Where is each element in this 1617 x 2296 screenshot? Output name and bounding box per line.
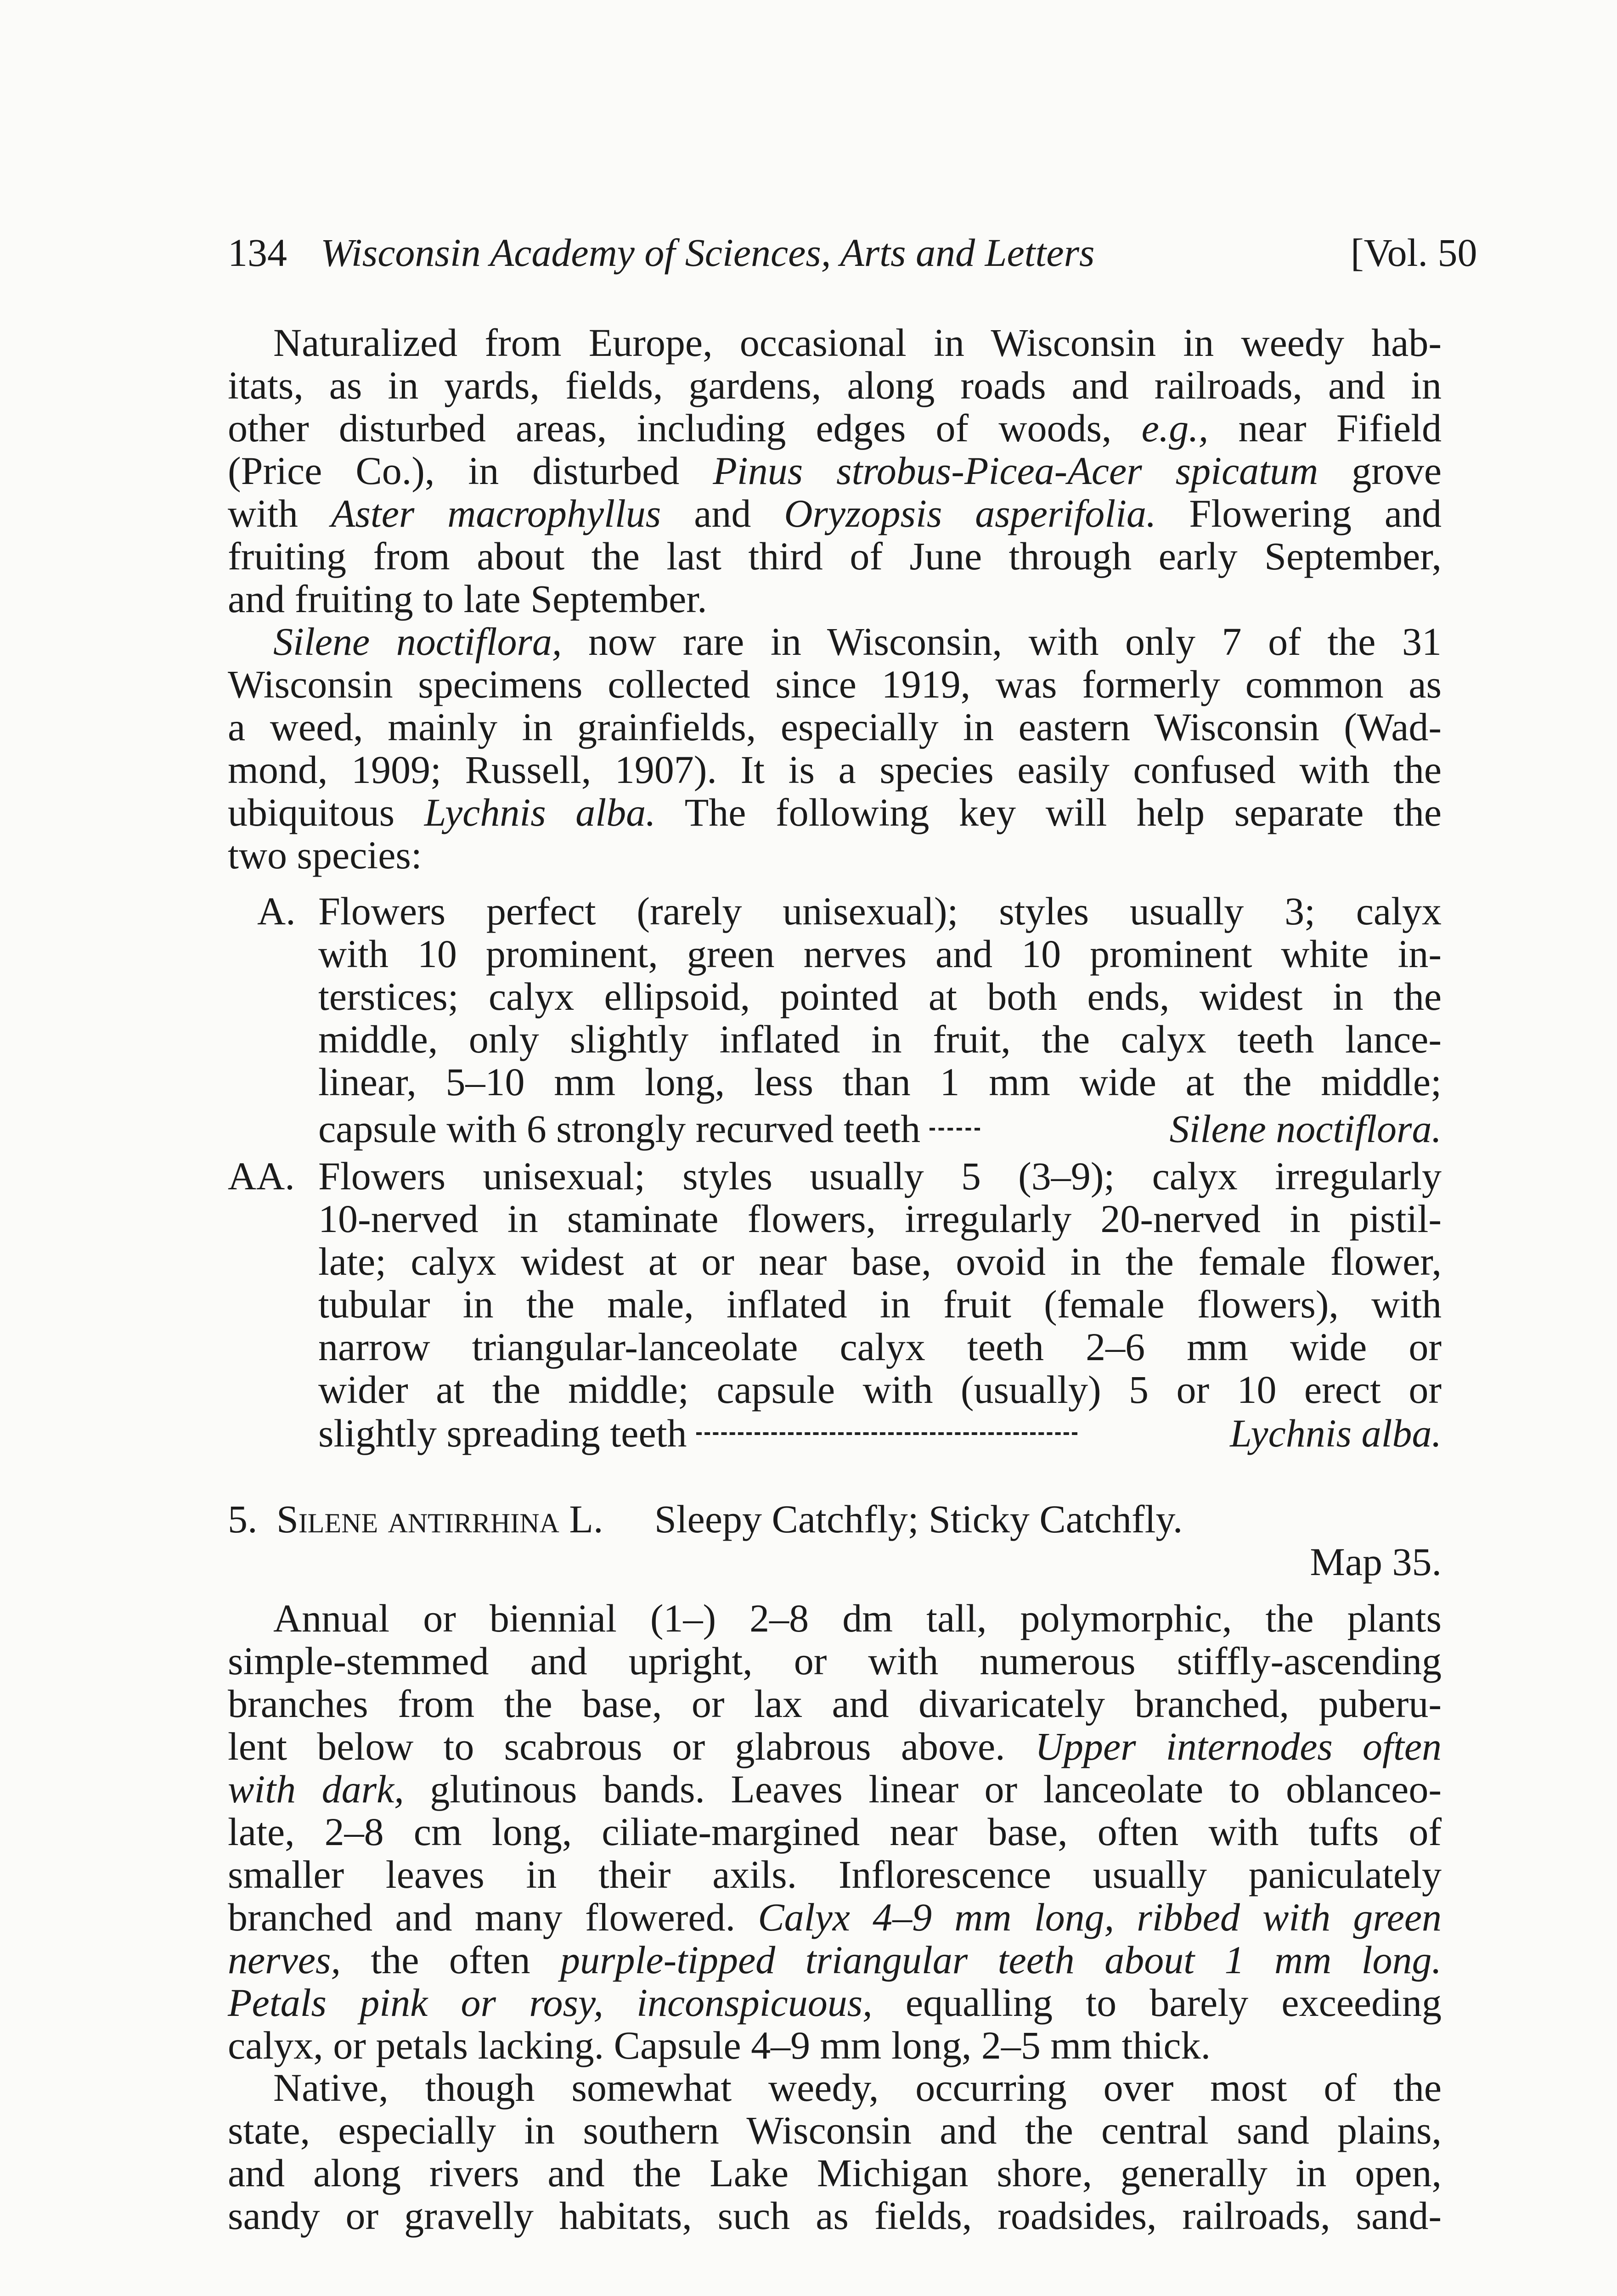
taxon-name: Lychnis alba. — [1230, 1411, 1442, 1455]
text-line: simple-stemmed and upright, or with numerous stiffly-ascending — [228, 1639, 1442, 1683]
text-line: a weed, mainly in grainfields, especially in eastern Wisconsin (Wad- — [228, 705, 1442, 749]
text-line: terstices; calyx ellipsoid, pointed at both ends, widest in the — [318, 974, 1442, 1019]
text-line: itats, as in yards, fields, gardens, along roads and railroads, and in — [228, 363, 1442, 407]
text-line: late, 2–8 cm long, ciliate-margined near base, often with tufts of — [228, 1810, 1442, 1854]
text-line: (Price Co.), in disturbed Pinus strobus-Picea-Acer spicatum grove — [228, 449, 1442, 493]
text-line: Flowers perfect (rarely unisexual); styles usually 3; calyx — [318, 889, 1442, 933]
species-author: L. — [569, 1497, 603, 1541]
text-line: Wisconsin specimens collected since 1919, was formerly common as — [228, 662, 1442, 706]
text-line: other disturbed areas, including edges of woods, e.g., near Fifield — [228, 406, 1442, 450]
key-label-aa: AA. — [228, 1154, 295, 1198]
text-line: and along rivers and the Lake Michigan shore, generally in open, — [228, 2151, 1442, 2195]
text-line: Petals pink or rosy, inconspicuous, equalling to barely exceeding — [228, 1981, 1442, 2025]
text-line: linear, 5–10 mm long, less than 1 mm wide at the middle; — [318, 1060, 1442, 1104]
text-line: calyx, or petals lacking. Capsule 4–9 mm long, 2–5 mm thick. — [228, 2023, 1211, 2067]
text-line: late; calyx widest at or near base, ovoid in the female flower, — [318, 1239, 1442, 1283]
leader-dashes — [696, 1432, 1077, 1435]
text-line: slightly spreading teeth Lychnis alba. — [318, 1411, 1442, 1455]
volume-label: [Vol. 50 — [1351, 231, 1477, 275]
text-line: tubular in the male, inflated in fruit (female flowers), with — [318, 1282, 1442, 1326]
text-line: Flowers unisexual; styles usually 5 (3–9); calyx irregularly — [318, 1154, 1442, 1198]
journal-title: Wisconsin Academy of Sciences, Arts and Letters — [321, 231, 1095, 275]
species-heading — [228, 1498, 1183, 1541]
text-line: mond, 1909; Russell, 1907). It is a species easily confused with the — [228, 748, 1442, 792]
text-line: branched and many flowered. Calyx 4–9 mm long, ribbed with green — [228, 1895, 1442, 1939]
text-line: and fruiting to late September. — [228, 577, 707, 621]
text-line: Native, though somewhat weedy, occurring over most of the — [273, 2065, 1442, 2110]
text-line: wider at the middle; capsule with (usually) 5 or 10 erect or — [318, 1367, 1442, 1412]
leader-dashes — [930, 1128, 980, 1131]
text-line: with Aster macrophyllus and Oryzopsis asperifolia. Flowering and — [228, 491, 1442, 535]
text-line: two species: — [228, 833, 422, 877]
text-line: sandy or gravelly habitats, such as fields, roadsides, railroads, sand- — [228, 2194, 1442, 2238]
text-line: 10-nerved in staminate flowers, irregularly 20-nerved in pistil- — [318, 1197, 1442, 1241]
page-number: 134 — [228, 231, 287, 275]
text-line: with dark, glutinous bands. Leaves linear or lanceolate to oblanceo- — [228, 1767, 1442, 1811]
text-line: smaller leaves in their axils. Inflorescence usually paniculately — [228, 1852, 1442, 1896]
text-line: lent below to scabrous or glabrous above. Upper internodes often — [228, 1724, 1442, 1768]
text-line: state, especially in southern Wisconsin and the central sand plains, — [228, 2108, 1442, 2152]
map-reference: Map 35. — [1310, 1540, 1442, 1584]
species-number: 5. — [228, 1497, 258, 1541]
text-line: middle, only slightly inflated in fruit, the calyx teeth lance- — [318, 1017, 1442, 1061]
text-line: with 10 prominent, green nerves and 10 prominent white in- — [318, 932, 1442, 976]
common-names: Sleepy Catchfly; Sticky Catchfly. — [654, 1497, 1183, 1541]
key-label-a: A. — [257, 889, 296, 933]
text-line: Annual or biennial (1–) 2–8 dm tall, polymorphic, the plants — [273, 1596, 1442, 1640]
text-line: Naturalized from Europe, occasional in Wisconsin in weedy hab- — [273, 321, 1442, 365]
taxon-name: Silene noctiflora. — [1169, 1107, 1442, 1151]
text-line: nerves, the often purple-tipped triangular teeth about 1 mm long. — [228, 1938, 1442, 1982]
text-line: branches from the base, or lax and divaricately branched, puberu- — [228, 1682, 1442, 1726]
text-line: fruiting from about the last third of June through early September, — [228, 534, 1442, 578]
text-line: narrow triangular-lanceolate calyx teeth 2–6 mm wide or — [318, 1325, 1442, 1369]
text-line: Silene noctiflora, now rare in Wisconsin, with only 7 of the 31 — [273, 619, 1442, 664]
text-line: ubiquitous Lychnis alba. The following key will help separate the — [228, 790, 1442, 834]
text-line: capsule with 6 strongly recurved teeth Silene noctiflora. — [318, 1107, 1442, 1151]
species-name: Silene antirrhina — [276, 1497, 559, 1541]
